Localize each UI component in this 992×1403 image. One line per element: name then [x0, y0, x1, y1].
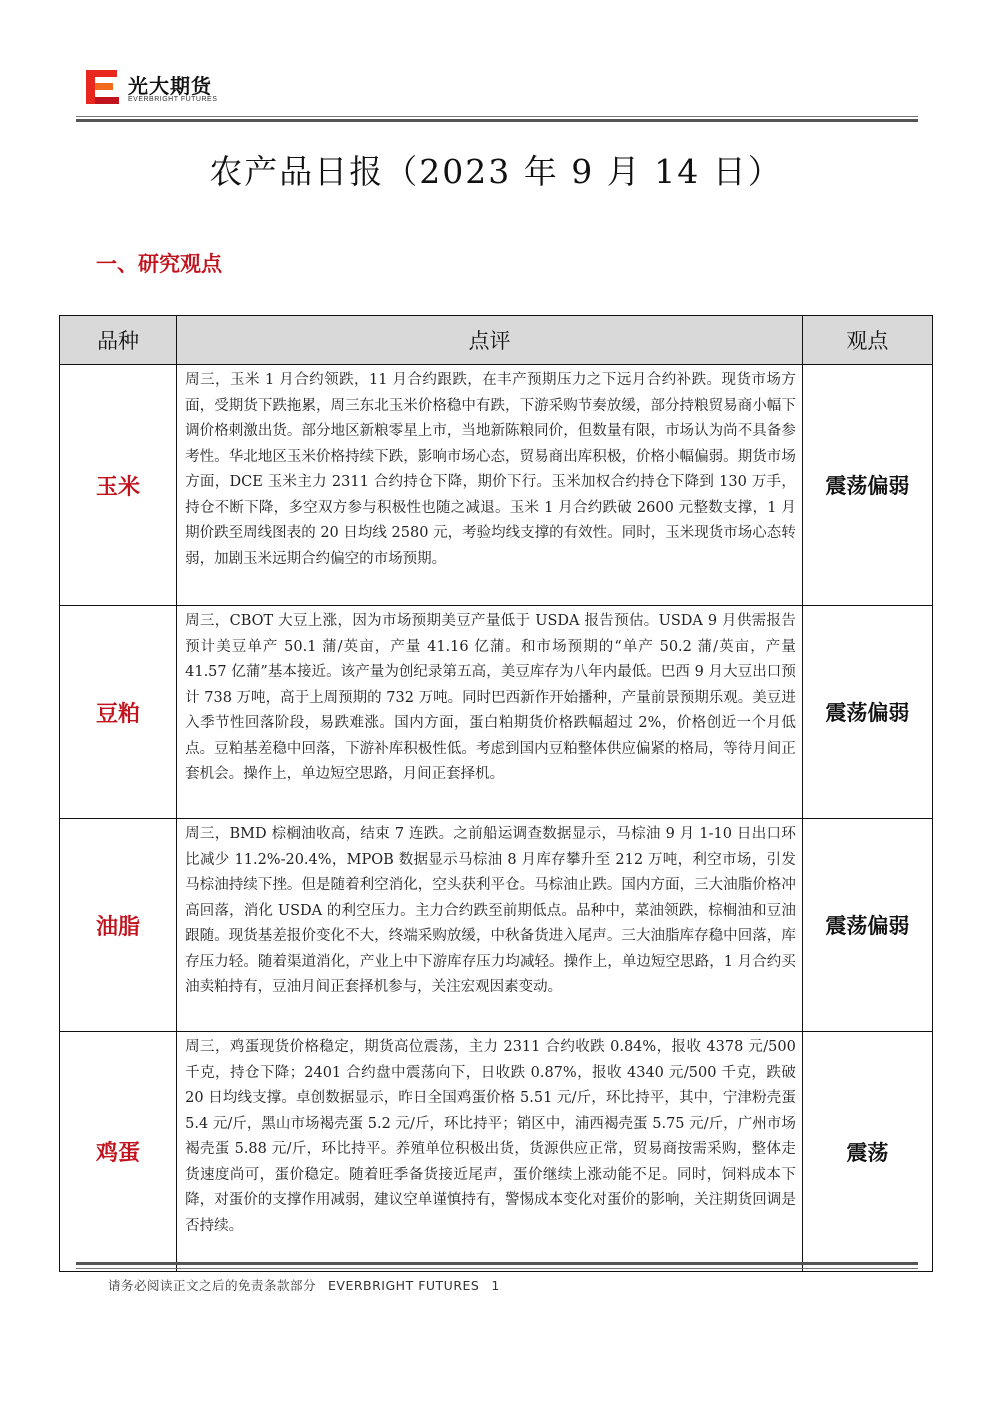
view-cell: 震荡偏弱 [802, 365, 932, 606]
table-header-row [60, 316, 933, 365]
comment-cell: 周三，BMD 棕榈油收高，结束 7 连跌。之前船运调查数据显示，马棕油 9 月 1-10 日出口环比减少 11.2%-20.4%，MPOB 数据显示马棕油 8 月库存攀升至 212 万吨，利空市场，引发马棕油持续下挫。但是随着利空消化，空头获利平仓。马棕油止跌。国内方面，三大油脂价格冲高回落，消化 USDA 的利空压力。主力合约跌至前期低点。品种中，菜油领跌，棕榈油和豆油跟随。现货基差报价变化不大，终端采购放缓，中秋备货进入尾声。三大油脂库存稳中回落，库存压力轻。随着渠道消化，产业上中下游库存压力均减轻。操作上，单边短空思路，1 月合约买油卖粕持有，豆油月间正套择机参与，关注宏观因素变动。 [177, 819, 803, 1032]
header-comment: 点评 [177, 316, 803, 365]
variety-cell: 油脂 [60, 819, 177, 1032]
header-view: 观点 [802, 316, 932, 365]
table-row [60, 819, 933, 1032]
view-cell: 震荡偏弱 [802, 819, 932, 1032]
logo-name: 光大期货 [128, 74, 212, 98]
view-cell: 震荡偏弱 [802, 606, 932, 819]
research-view-table [59, 315, 933, 1272]
variety-cell: 鸡蛋 [60, 1032, 177, 1272]
document-title: 农产品日报（2023 年 9 月 14 日） [209, 152, 783, 191]
variety-cell: 豆粕 [60, 606, 177, 819]
footer-company: EVERBRIGHT FUTURES [328, 1278, 480, 1293]
everbright-logo-icon [86, 70, 122, 104]
page-number: 1 [491, 1278, 500, 1293]
section-title: 一、研究观点 [96, 251, 222, 276]
comment-cell: 周三，CBOT 大豆上涨，因为市场预期美豆产量低于 USDA 报告预估。USDA 9 月供需报告预计美豆单产 50.1 蒲/英亩，产量 41.16 亿蒲。和市场预期的“单产 50.2 蒲/英亩，产量 41.57 亿蒲”基本接近。该产量为创纪录第五高，美豆库存为八年内最低。巴西 9 月大豆出口预计 738 万吨，高于上周预期的 732 万吨。同时巴西新作开始播种，产量前景预期乐观。美豆进入季节性回落阶段，易跌难涨。国内方面，蛋白粕期货价格跌幅超过 2%，价格创近一个月低点。豆粕基差稳中回落，下游补库积极性低。考虑到国内豆粕整体供应偏紧的格局，等待月间正套机会。操作上，单边短空思路，月间正套择机。 [177, 606, 803, 819]
logo-english-name: EVERBRIGHT FUTURES [128, 96, 218, 103]
comment-cell: 周三，鸡蛋现货价格稳定，期货高位震荡，主力 2311 合约收跌 0.84%，报收 4378 元/500 千克，持仓下降；2401 合约盘中震荡向下，日收跌 0.87%，报收 4340 元/500 千克，跌破 20 日均线支撑。卓创数据显示，昨日全国鸡蛋价格 5.51 元/斤，环比持平，其中，宁津粉壳蛋 5.4 元/斤，黑山市场褐壳蛋 5.2 元/斤，环比持平；销区中，浦西褐壳蛋 5.75 元/斤，广州市场褐壳蛋 5.88 元/斤，环比持平。养殖单位积极出货，货源供应正常，贸易商按需采购，整体走货速度尚可，蛋价稳定。随着旺季备货接近尾声，蛋价继续上涨动能不足。同时，饲料成本下降，对蛋价的支撑作用减弱，建议空单谨慎持有，警惕成本变化对蛋价的影响，关注期货回调是否持续。 [177, 1032, 803, 1272]
header-divider-thick [76, 119, 918, 122]
table-row [60, 606, 933, 819]
footer-disclaimer: 请务必阅读正文之后的免责条款部分 [108, 1278, 317, 1293]
table-row [60, 365, 933, 606]
company-logo [86, 68, 246, 108]
footer-divider-thin [76, 1268, 918, 1269]
table-row [60, 1032, 933, 1272]
header-variety: 品种 [60, 316, 177, 365]
page-footer [108, 1276, 512, 1294]
comment-cell: 周三，玉米 1 月合约领跌，11 月合约跟跌，在丰产预期压力之下远月合约补跌。现货市场方面，受期货下跌拖累，周三东北玉米价格稳中有跌，下游采购节奏放缓，部分持粮贸易商小幅下调价格刺激出货。部分地区新粮零星上市，当地新陈粮同价，但数量有限，市场认为尚不具备参考性。华北地区玉米价格持续下跌，影响市场心态，贸易商出库积极，价格小幅偏弱。期货市场方面，DCE 玉米主力 2311 合约持仓下降，期价下行。玉米加权合约持仓下降到 130 万手，持仓不断下降，多空双方参与积极性也随之减退。玉米 1 月合约跌破 2600 元整数支撑，1 月期价跌至周线图表的 20 日均线 2580 元，考验均线支撑的有效性。同时，玉米现货市场心态转弱，加剧玉米远期合约偏空的市场预期。 [177, 365, 803, 606]
footer-divider-thick [76, 1262, 918, 1265]
view-cell: 震荡 [802, 1032, 932, 1272]
header-divider-thin [76, 116, 918, 117]
variety-cell: 玉米 [60, 365, 177, 606]
